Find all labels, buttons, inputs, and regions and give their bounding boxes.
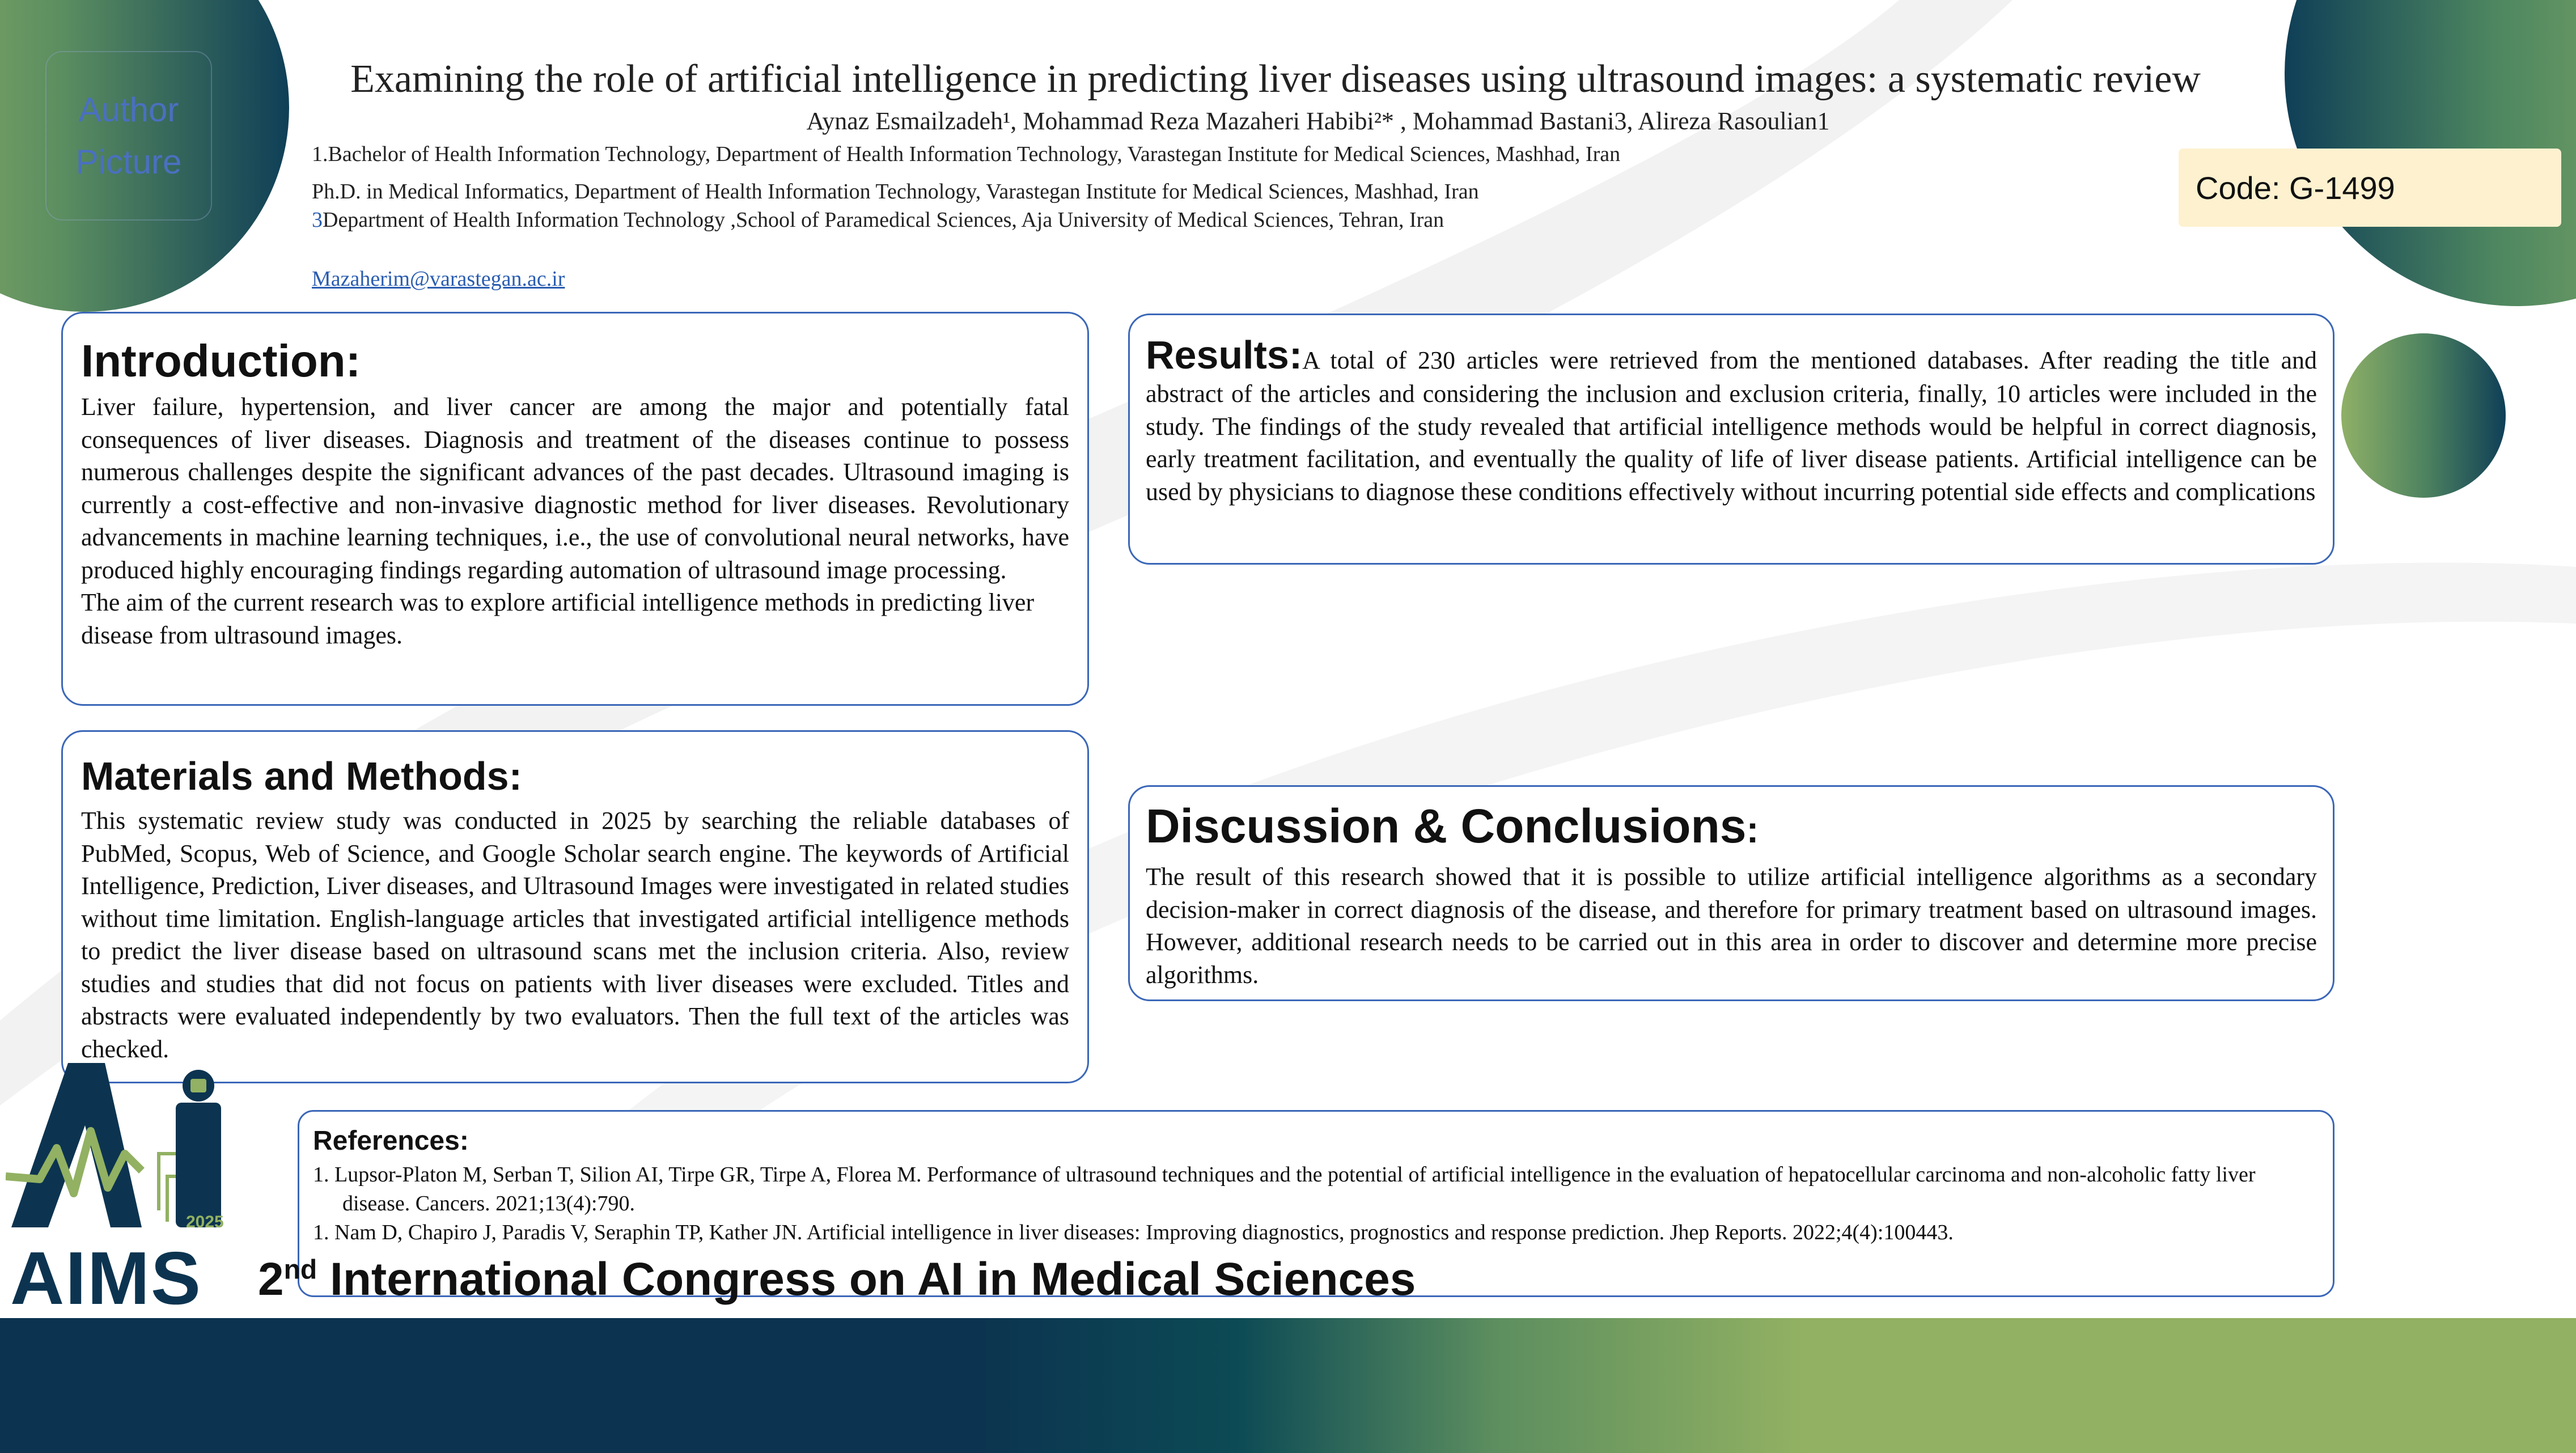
affiliation-3 — [312, 207, 1444, 232]
contact-email-link[interactable]: Mazaherim@varastegan.ac.ir — [312, 267, 565, 291]
discussion-heading-text: Discussion & Conclusions — [1146, 799, 1747, 853]
introduction-section — [61, 312, 1089, 706]
discussion-heading — [1146, 797, 2317, 858]
affiliation-text: Ph.D. in Medical Informatics, Department of Health Information Technology, Varastegan Institute for Medical Sciences, Mashhad, Iran — [312, 180, 1479, 204]
discussion-paragraph: The result of this research showed that it is possible to utilize artificial intelligence algorithms as a secondary decision-maker in correct diagnosis of the disease, and therefore for primary treatment based on ultrasound images. However, additional research needs to be carried out in this area in order to discover and determine more precise algorithms. — [1146, 863, 2317, 989]
author-list: Aynaz Esmailzadeh¹, Mohammad Reza Mazaheri Habibi²* , Mohammad Bastani3, Alireza Rasoulian1 — [806, 107, 1830, 135]
introduction-aim-paragraph: The aim of the current research was to explore artificial intelligence methods in predicting liver disease from ultrasound images. — [81, 588, 1035, 649]
congress-name: International Congress on AI in Medical Sciences — [317, 1253, 1416, 1305]
decorative-circle-small — [2341, 333, 2506, 498]
references-heading: References: — [313, 1126, 469, 1156]
methods-heading: Materials and Methods: — [81, 754, 522, 798]
methods-paragraph: This systematic review study was conducted in 2025 by searching the reliable databases of PubMed, Scopus, Web of Science, and Google Scholar search engine. The keywords of Artificial Intelligence, Prediction, Liver diseases, and Ultrasound Images were investigated in related studies without time limitation. English-language articles that investigated artificial intelligence methods to predict the liver disease based on ultrasound scans met the inclusion criteria. Also, review studies and studies that did not focus on patients with liver diseases were excluded. Titles and abstracts were evaluated independently by two evaluators. Then the full text of the articles was checked. — [81, 807, 1069, 1063]
affiliation-1 — [312, 142, 1620, 167]
reference-item: 1. Lupsor-Platon M, Serban T, Silion AI, Tirpe GR, Tirpe A, Florea M. Performance of ultrasound techniques and the potential of artificial intelligence in the evaluation of hepatocellular carcinoma and non-alcoholic fatty liver disease. Cancers. 2021;13(4):790. — [313, 1163, 2256, 1215]
logo-wordmark: AIMS — [10, 1236, 202, 1312]
discussion-section — [1128, 785, 2334, 1001]
logo-year: 2025 — [186, 1213, 224, 1231]
methods-section — [61, 730, 1089, 1083]
footer-bar — [0, 1318, 2576, 1453]
author-picture-placeholder: Author Picture — [45, 51, 212, 221]
affiliation-2 — [312, 179, 1479, 204]
congress-title — [258, 1253, 1416, 1306]
affiliation-number: 3 — [312, 208, 323, 232]
reference-item: 1. Nam D, Chapiro J, Paradis V, Seraphin TP, Kather JN. Artificial intelligence in liver diseases: Improving diagnostics, prognostics and response prediction. Jhep Reports. 2022;4(4):100443. — [313, 1221, 1954, 1244]
poster-title: Examining the role of artificial intelligence in predicting liver diseases using ultrasound images: a systematic review — [350, 57, 2201, 101]
results-section — [1128, 314, 2334, 565]
affiliation-text: Department of Health Information Technology ,School of Paramedical Sciences, Aja University of Medical Sciences, Tehran, Iran — [323, 208, 1444, 232]
introduction-paragraph: Liver failure, hypertension, and liver cancer are among the major and potentially fatal consequences of liver diseases. Diagnosis and treatment of the diseases continue to possess numerous challenges despite the significant advances of the past decades. Ultrasound imaging is currently a cost-effective and non-invasive diagnostic method for liver diseases. Revolutionary advancements in machine learning techniques, i.e., the use of convolutional neural networks, have produced highly encouraging findings regarding automation of ultrasound image processing. — [81, 393, 1069, 584]
introduction-heading: Introduction: — [81, 336, 361, 386]
congress-number: 2 — [258, 1253, 284, 1305]
code-badge: Code: G-1499 — [2179, 149, 2561, 227]
congress-ordinal: nd — [283, 1255, 317, 1285]
results-heading: Results: — [1146, 333, 1303, 377]
affiliation-number: 1. — [312, 142, 328, 166]
aims-logo — [6, 1063, 232, 1312]
discussion-heading-colon: : — [1746, 808, 1759, 850]
results-paragraph: A total of 230 articles were retrieved from the mentioned databases. After reading the title and abstract of the articles and considering the inclusion and exclusion criteria, finally, 10 articles were included in the study. The findings of the study revealed that artificial intelligence methods would be helpful in correct diagnosis, early treatment facilitation, and eventually the quality of life of liver disease patients. Artificial intelligence can be used by physicians to diagnose these conditions effectively without incurring potential side effects and complications — [1146, 346, 2317, 506]
affiliation-text: Bachelor of Health Information Technology, Department of Health Information Technology, Varastegan Institute for Medical Sciences, Mashhad, Iran — [328, 142, 1621, 166]
